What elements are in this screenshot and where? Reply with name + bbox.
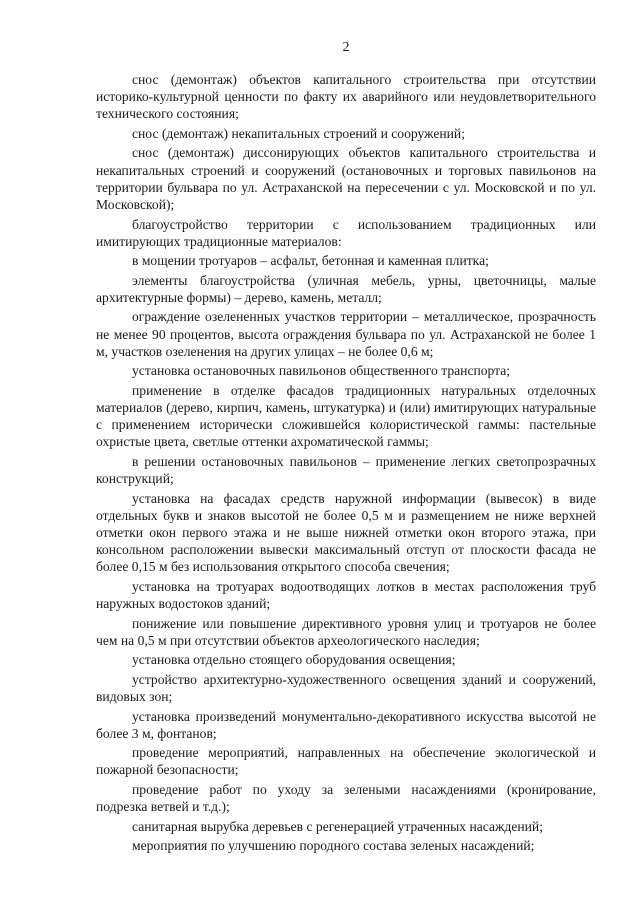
paragraph: снос (демонтаж) объектов капитального строительства при отсутствии историко-культурной ценности по факту их аварийного или неудовлетворительного технического состояния; — [96, 72, 596, 122]
paragraph: в мощении тротуаров – асфальт, бетонная и каменная плитка; — [132, 253, 489, 269]
paragraph: проведение работ по уходу за зелеными насаждениями (кронирование, подрезка ветвей и т.д.); — [96, 781, 596, 815]
paragraph: установка на тротуарах водоотводящих лотков в местах расположения труб наружных водостоков зданий; — [96, 578, 596, 612]
paragraph: установка остановочных павильонов общественного транспорта; — [132, 363, 511, 379]
paragraph: снос (демонтаж) диссонирующих объектов капитального строительства и некапитальных строений и сооружений (остановочных и торговых павильонов на территории бульвара по ул. Астраханской на пересечении с ул. Московской и по ул. Московской); — [96, 145, 596, 213]
paragraph: устройство архитектурно-художественного освещения зданий и сооружений, видовых зон; — [96, 671, 596, 705]
paragraph: благоустройство территории с использованием традиционных или имитирующих традиционные материалов: — [96, 216, 596, 249]
paragraph: ограждение озелененных участков территории – металлическое, прозрачность не менее 90 процентов, высота ограждения бульвара по ул. Астраханской не более 1 м, участков озеленения на других улицах – не более 0,6 м; — [96, 309, 596, 359]
paragraph: установка отдельно стоящего оборудования освещения; — [132, 652, 456, 668]
paragraph: в решении остановочных павильонов – применение легких светопрозрачных конструкций; — [96, 453, 596, 487]
paragraph: снос (демонтаж) некапитальных строений и сооружений; — [132, 125, 465, 141]
paragraph: элементы благоустройства (уличная мебель, урны, цветочницы, малые архитектурные формы) – дерево, камень, металл; — [96, 272, 596, 305]
page-number: 2 — [342, 40, 350, 55]
paragraph: проведение мероприятий, направленных на обеспечение экологической и пожарной безопасности; — [96, 745, 596, 778]
paragraph: санитарная вырубка деревьев с регенерацией утраченных насаждений; — [132, 818, 543, 834]
paragraph: понижение или повышение директивного уровня улиц и тротуаров не более чем на 0,5 м при отсутствии объектов археологического наследия; — [96, 615, 596, 648]
paragraph: установка на фасадах средств наружной информации (вывесок) в виде отдельных букв и знаков высотой не более 0,5 м и размещением не ниже верхней отметки окон первого этажа и не выше нижней отметки окон второго этажа, при консольном расположении вывески максимальный отступ от плоскости фасада не более 0,15 м без использования открытого способа свечения; — [96, 490, 596, 575]
paragraph: применение в отделке фасадов традиционных натуральных отделочных материалов (дерево, кирпич, камень, штукатурка) и (или) имитирующих натуральные с применением исторически сложившейся колористической гаммы: пастельные охристые цвета, светлые оттенки ахроматической гаммы; — [96, 382, 596, 450]
paragraph: установка произведений монументально-декоративного искусства высотой не более 3 м, фонтанов; — [96, 708, 596, 741]
paragraph: мероприятия по улучшению породного состава зеленых насаждений; — [132, 838, 535, 854]
document-body — [96, 71, 596, 854]
